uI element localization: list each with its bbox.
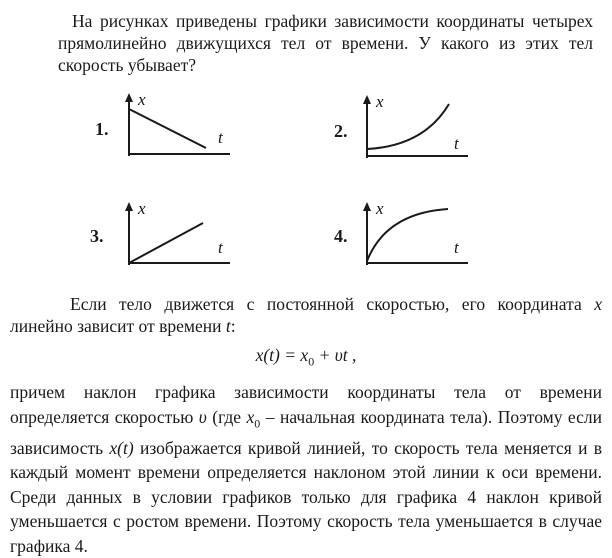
graph-4-x-arrow [363,202,371,211]
explanation-paragraph-1: Если тело движется с постоянной скоростью, его координата x линейно зависит от времени t: [10,294,602,336]
graph-3-t-label: t [218,238,223,257]
graph-4-label: 4. [334,226,348,246]
graph-3 [118,201,238,271]
velocity-formula: $x(t) = x_0 + \upsilon t$ , [255,345,357,369]
graph-1-label: 1. [95,119,109,139]
graph-1 [118,92,238,162]
graph-4-t-label: t [454,238,459,257]
graph-2-t-label: t [454,134,459,153]
graph-1-x-arrow [125,93,133,102]
graph-4 [356,201,476,271]
question-text: На рисунках приведены графики зависимости координаты четырех прямолинейно движущихся тел от времени. У какого из этих тел скорость убывает? [58,11,593,75]
graph-2-label: 2. [334,121,348,141]
graph-4-x-label: x [376,199,384,218]
graph-2-x-arrow [363,95,371,104]
graph-1-curve [129,109,206,148]
explanation-paragraph-2: причем наклон графика зависимости координаты тела от времени определяется скоростью υ (где $x_0$ – начальная координата тела). Поэтому если зависимость x(t) изображается кривой линией, то скорость тела меняется и в каждый момент времени определяется наклоном этой линии к оси времени. Среди данных в условии графиков только для графика 4 наклон кривой уменьшается с ростом времени. Поэтому скорость тела уменьшается в случае графика 4. [10,382,602,556]
graph-2-x-label: x [376,92,384,111]
graph-1-t-label: t [218,128,223,147]
graph-3-curve [129,223,203,263]
graph-3-x-arrow [125,202,133,211]
graph-1-x-label: x [138,90,146,109]
graph-3-label: 3. [90,226,104,246]
graph-3-x-label: x [138,199,146,218]
